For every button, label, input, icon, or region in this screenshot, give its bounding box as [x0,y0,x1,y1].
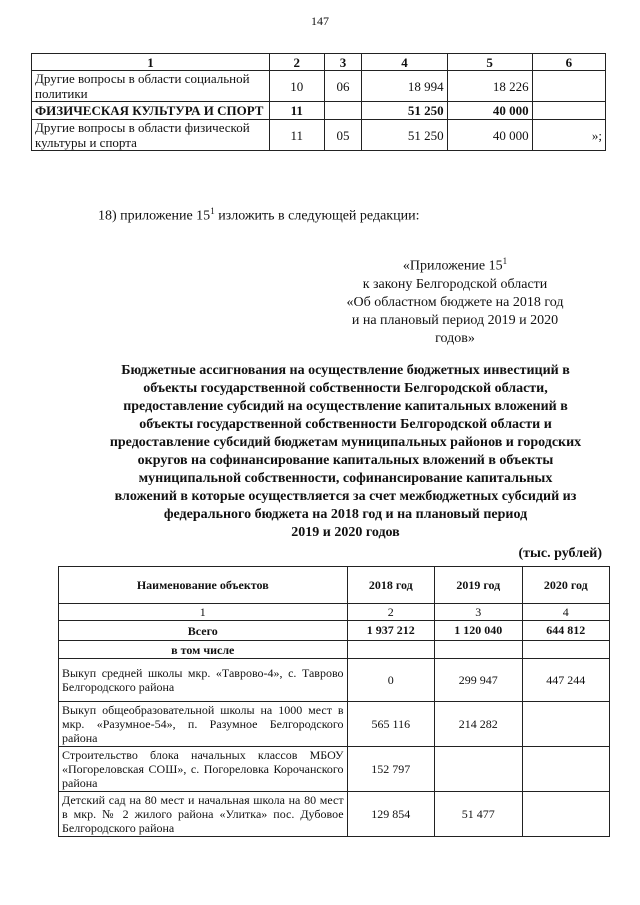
empty-cell [435,641,522,659]
value-2019: 214 282 [435,702,522,747]
item18-rest: изложить в следующей редакции: [214,208,420,224]
page-number: 147 [311,14,329,28]
value-2020: 447 244 [522,659,610,702]
item18-sup: 1 [210,206,215,216]
value-2020 [522,792,610,837]
title-line: федерального бюджета на 2018 год и на плановый период [163,507,528,522]
row-name: Другие вопросы в области физической культуры и спорта [32,120,270,151]
column-number: 4 [522,604,610,621]
value-2018: 152 797 [347,747,434,792]
including-row [59,641,610,659]
object-name: Строительство блока начальных классов МБОУ «Погореловская СОШ», с. Погореловка Корочанского района [59,747,348,792]
row-subsection: 06 [324,71,362,102]
title-line: 2019 и 2020 годов [291,525,400,540]
value-2019: 51 477 [435,792,522,837]
row-value: 40 000 [447,120,532,151]
value-2018: 565 116 [347,702,434,747]
title-line: объекты государственной собственности Белгородской области и [139,417,552,432]
row-value: 51 250 [362,120,447,151]
investment-table [58,566,610,837]
row-value: »; [532,120,605,151]
amendment-item-18 [98,206,419,225]
title-line: муниципальной собственности, софинансирование капитальных [138,471,553,486]
appendix-sup: 1 [502,256,508,266]
title-line: Бюджетные ассигнования на осуществление бюджетных инвестиций в [121,363,570,378]
document-title [78,362,613,542]
table-header-row [32,54,606,71]
title-line: округов на софинансирование капитальных вложений в объекты [137,453,554,468]
value-2018: 129 854 [347,792,434,837]
row-value [532,102,605,120]
row-section: 11 [269,102,324,120]
value-2019 [435,747,522,792]
appendix-line [330,252,580,276]
header-objects: Наименование объектов [59,567,348,604]
object-name: Детский сад на 80 мест и начальная школа на 80 мест в мкр. № 2 жилого района «Улитка» пос. Дубовое Белгородского района [59,792,348,837]
row-section: 10 [269,71,324,102]
including-label: в том числе [59,641,348,659]
header-cell: 5 [447,54,532,71]
header-2019: 2019 год [435,567,522,604]
value-2020 [522,747,610,792]
unit-label: (тыс. рублей) [518,546,602,561]
object-name: Выкуп общеобразовательной школы на 1000 мест в мкр. «Разумное-54», п. Разумное Белгородского района [59,702,348,747]
row-value: 51 250 [362,102,447,120]
row-section: 11 [269,120,324,151]
row-value: 18 226 [447,71,532,102]
table-row [59,659,610,702]
empty-cell [347,641,434,659]
appendix-line4: и на плановый период 2019 и 2020 [351,312,559,328]
table-row [32,102,606,120]
value-2018: 0 [347,659,434,702]
row-name: Другие вопросы в области социальной политики [32,71,270,102]
appendix-line3: «Об областном бюджете на 2018 год [346,294,564,310]
value-2020 [522,702,610,747]
row-value: 18 994 [362,71,447,102]
empty-cell [522,641,610,659]
header-cell: 4 [362,54,447,71]
table-row [59,747,610,792]
header-2020: 2020 год [522,567,610,604]
value-2019: 299 947 [435,659,522,702]
item18-text: 18) приложение 15 [98,208,211,224]
row-subsection: 05 [324,120,362,151]
appendix-line5: годов» [435,330,475,346]
header-cell: 2 [269,54,324,71]
table-row [59,792,610,837]
row-value [532,71,605,102]
title-line: предоставление субсидий на осуществление капитальных вложений в [123,399,568,414]
appendix-heading [330,252,580,348]
table-row [32,120,606,151]
row-name: ФИЗИЧЕСКАЯ КУЛЬТУРА И СПОРТ [32,102,270,120]
title-line: предоставление субсидий бюджетам муниципальных районов и городских [109,435,582,450]
row-subsection [324,102,362,120]
total-label: Всего [59,621,348,641]
total-row [59,621,610,641]
column-number: 1 [59,604,348,621]
appendix-line2: к закону Белгородской области [362,276,548,292]
column-number-row [59,604,610,621]
row-value: 40 000 [447,102,532,120]
column-number: 3 [435,604,522,621]
total-2018: 1 937 212 [347,621,434,641]
header-cell: 6 [532,54,605,71]
budget-table-continued [31,53,606,151]
header-cell: 3 [324,54,362,71]
table-row [32,71,606,102]
title-line: вложений в которые осуществляется за счет межбюджетных субсидий из [114,489,577,504]
table-header-row [59,567,610,604]
appendix-line1: «Приложение 15 [402,258,503,274]
column-number: 2 [347,604,434,621]
table-row [59,702,610,747]
header-2018: 2018 год [347,567,434,604]
total-2020: 644 812 [522,621,610,641]
object-name: Выкуп средней школы мкр. «Таврово-4», с. Таврово Белгородского района [59,659,348,702]
title-line: объекты государственной собственности Белгородской области, [143,381,548,396]
total-2019: 1 120 040 [435,621,522,641]
header-cell: 1 [32,54,270,71]
